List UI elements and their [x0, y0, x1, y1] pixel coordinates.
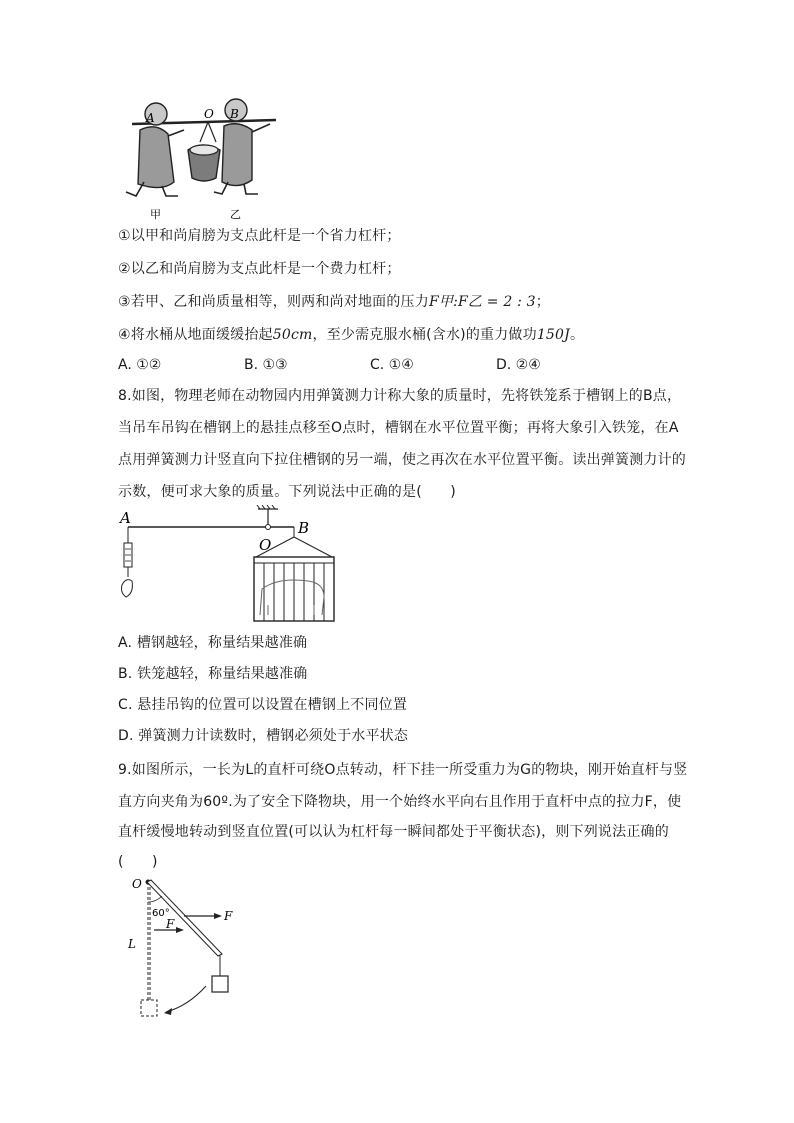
q8-option-a[interactable]: A. 槽钢越轻，称量结果越准确	[118, 635, 308, 651]
q7-option-a[interactable]: A. ①②	[118, 357, 162, 373]
q8-option-c[interactable]: C. 悬挂吊钩的位置可以设置在槽钢上不同位置	[118, 697, 408, 713]
q8-text-line-3: 点用弹簧测力计竖直向下拉住槽钢的另一端，使之再次在水平位置平衡。读出弹簧测力计的	[118, 452, 686, 468]
q7-statement-1: ①以甲和尚肩膀为支点此杆是一个省力杠杆；	[118, 228, 401, 244]
q7-statement-2: ②以乙和尚肩膀为支点此杆是一个费力杠杆；	[118, 261, 401, 277]
bucket-icon	[188, 122, 220, 181]
q9-text-line-3: 直杆缓慢地转动到竖直位置(可以认为杠杆每一瞬间都处于平衡状态)，则下列说法正确的	[118, 824, 669, 840]
fig1-point-o: O	[204, 107, 214, 121]
q8-fig-label-b: B	[298, 519, 310, 537]
rotating-rod-figure	[118, 872, 248, 1022]
q9-fig-label-f-right: F	[224, 909, 233, 923]
fig1-point-b: B	[230, 107, 239, 121]
q8-text-line-2: 当吊车吊钩在槽钢上的悬挂点移至O点时，槽钢在水平位置平衡；再将大象引入铁笼，在A	[118, 420, 679, 436]
q7-statement-3: ③若甲、乙和尚质量相等，则两和尚对地面的压力F甲:F乙 = 2 : 3；	[118, 294, 550, 310]
q8-option-d[interactable]: D. 弹簧测力计读数时，槽钢必须处于水平状态	[118, 728, 409, 744]
q7-option-c[interactable]: C. ①④	[370, 357, 414, 373]
fig1-label-right: 乙	[230, 208, 241, 221]
q9-text-line-2: 直方向夹角为60º.为了安全下降物块，用一个始终水平向右且作用于直杆中点的拉力F，使	[118, 794, 682, 810]
monk-right-icon	[214, 99, 270, 194]
q7-work-value: 150J	[536, 327, 570, 343]
q8-text-line-1: 8.如图，物理老师在动物园内用弹簧测力计称大象的质量时，先将铁笼系于槽钢上的B点，	[118, 388, 682, 404]
fig1-label-left: 甲	[150, 208, 161, 221]
q9-fig-label-f-mid: F	[166, 917, 175, 931]
q9-fig-angle: 60°	[152, 908, 170, 919]
q9-fig-label-l: L	[128, 937, 136, 951]
q7-option-b[interactable]: B. ①③	[244, 357, 288, 373]
block-icon	[212, 976, 228, 992]
elephant-scale-figure	[118, 505, 348, 625]
q7-force-ratio: F甲:F乙 = 2 : 3	[428, 294, 536, 310]
hand-icon	[122, 580, 133, 597]
q8-option-b[interactable]: B. 铁笼越轻，称量结果越准确	[118, 666, 308, 682]
monks-lever-figure	[118, 96, 288, 221]
fig1-point-a: A	[146, 111, 155, 125]
q7-statement-4: ④将水桶从地面缓缓抬起50cm，至少需克服水桶(含水)的重力做功150J。	[118, 327, 585, 343]
q8-fig-label-a: A	[120, 509, 131, 527]
q7-option-d[interactable]: D. ②④	[496, 357, 541, 373]
q8-fig-label-o: O	[259, 536, 272, 554]
q9-text-line-4: ( )	[118, 854, 158, 870]
q8-text-line-4: 示数，便可求大象的质量。下列说法中正确的是( )	[118, 484, 456, 500]
cage-icon	[254, 557, 334, 621]
q9-text-line-1: 9.如图所示，一长为L的直杆可绕O点转动，杆下挂一所受重力为G的物块，刚开始直杆与竖	[118, 762, 688, 778]
q9-fig-label-o: O	[132, 877, 142, 891]
monk-left-icon	[126, 103, 184, 196]
q7-height-value: 50cm	[272, 327, 313, 343]
